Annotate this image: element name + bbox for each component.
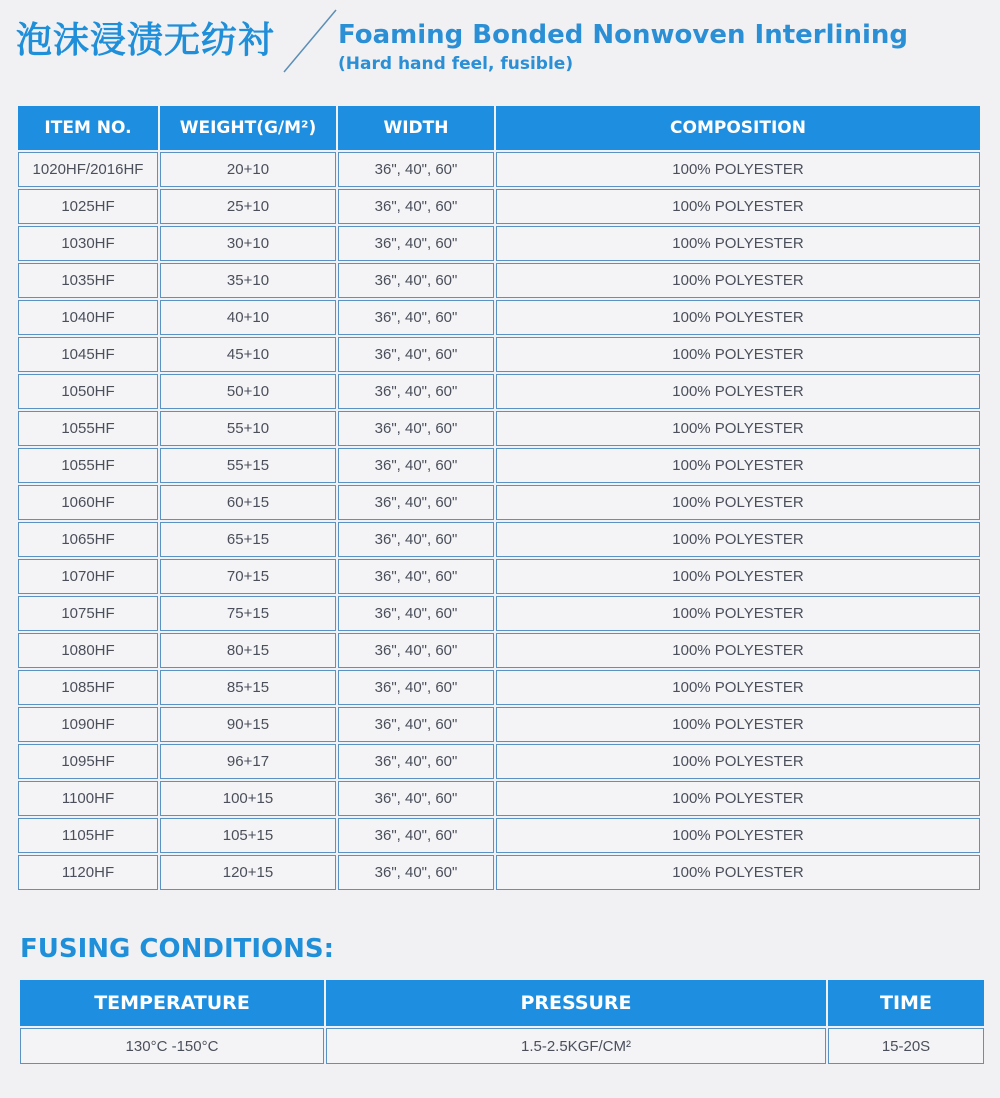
- item-no-cell: 1100HF: [18, 781, 158, 816]
- composition-cell: 100% POLYESTER: [496, 337, 980, 372]
- table-row: [18, 670, 980, 705]
- table-row: [18, 781, 980, 816]
- composition-cell: 100% POLYESTER: [496, 152, 980, 187]
- width-cell: 36", 40", 60": [338, 596, 494, 631]
- width-cell: 36", 40", 60": [338, 300, 494, 335]
- weight-cell: 55+10: [160, 411, 336, 446]
- composition-cell: 100% POLYESTER: [496, 744, 980, 779]
- composition-cell: 100% POLYESTER: [496, 263, 980, 298]
- column-header-composition: COMPOSITION: [496, 106, 980, 150]
- page-subtitle: (Hard hand feel, fusible): [338, 54, 574, 74]
- composition-cell: 100% POLYESTER: [496, 633, 980, 668]
- temperature-value: 130°C -150°C: [20, 1028, 324, 1064]
- table-row: [18, 263, 980, 298]
- composition-cell: 100% POLYESTER: [496, 189, 980, 224]
- width-cell: 36", 40", 60": [338, 374, 494, 409]
- item-no-cell: 1075HF: [18, 596, 158, 631]
- item-no-cell: 1055HF: [18, 448, 158, 483]
- composition-cell: 100% POLYESTER: [496, 670, 980, 705]
- item-no-cell: 1060HF: [18, 485, 158, 520]
- weight-cell: 40+10: [160, 300, 336, 335]
- page-title-chinese: 泡沫浸渍无纺衬: [16, 20, 276, 61]
- weight-cell: 96+17: [160, 744, 336, 779]
- item-no-cell: 1090HF: [18, 707, 158, 742]
- table-row: [18, 559, 980, 594]
- width-cell: 36", 40", 60": [338, 744, 494, 779]
- width-cell: 36", 40", 60": [338, 707, 494, 742]
- item-no-cell: 1085HF: [18, 670, 158, 705]
- time-value: 15-20S: [828, 1028, 984, 1064]
- table-row: [18, 596, 980, 631]
- weight-cell: 70+15: [160, 559, 336, 594]
- item-no-cell: 1120HF: [18, 855, 158, 890]
- table-row: [18, 300, 980, 335]
- fusing-table-header: [20, 980, 984, 1026]
- width-cell: 36", 40", 60": [338, 263, 494, 298]
- item-no-cell: 1040HF: [18, 300, 158, 335]
- weight-cell: 75+15: [160, 596, 336, 631]
- fusing-table: [18, 978, 986, 1066]
- item-no-cell: 1070HF: [18, 559, 158, 594]
- weight-cell: 50+10: [160, 374, 336, 409]
- column-header-time: TIME: [828, 980, 984, 1026]
- table-row: [18, 744, 980, 779]
- table-row: [18, 855, 980, 890]
- weight-cell: 105+15: [160, 818, 336, 853]
- item-no-cell: 1055HF: [18, 411, 158, 446]
- table-row: [18, 411, 980, 446]
- item-no-cell: 1030HF: [18, 226, 158, 261]
- composition-cell: 100% POLYESTER: [496, 485, 980, 520]
- composition-cell: 100% POLYESTER: [496, 818, 980, 853]
- composition-cell: 100% POLYESTER: [496, 559, 980, 594]
- composition-cell: 100% POLYESTER: [496, 300, 980, 335]
- item-no-cell: 1035HF: [18, 263, 158, 298]
- composition-cell: 100% POLYESTER: [496, 596, 980, 631]
- weight-cell: 45+10: [160, 337, 336, 372]
- table-row: [20, 1028, 984, 1064]
- width-cell: 36", 40", 60": [338, 522, 494, 557]
- composition-cell: 100% POLYESTER: [496, 226, 980, 261]
- item-no-cell: 1080HF: [18, 633, 158, 668]
- item-no-cell: 1095HF: [18, 744, 158, 779]
- composition-cell: 100% POLYESTER: [496, 707, 980, 742]
- table-row: [18, 633, 980, 668]
- width-cell: 36", 40", 60": [338, 855, 494, 890]
- table-row: [18, 226, 980, 261]
- composition-cell: 100% POLYESTER: [496, 374, 980, 409]
- composition-cell: 100% POLYESTER: [496, 781, 980, 816]
- width-cell: 36", 40", 60": [338, 189, 494, 224]
- weight-cell: 65+15: [160, 522, 336, 557]
- width-cell: 36", 40", 60": [338, 818, 494, 853]
- width-cell: 36", 40", 60": [338, 226, 494, 261]
- width-cell: 36", 40", 60": [338, 152, 494, 187]
- width-cell: 36", 40", 60": [338, 485, 494, 520]
- width-cell: 36", 40", 60": [338, 670, 494, 705]
- weight-cell: 60+15: [160, 485, 336, 520]
- weight-cell: 100+15: [160, 781, 336, 816]
- width-cell: 36", 40", 60": [338, 633, 494, 668]
- item-no-cell: 1065HF: [18, 522, 158, 557]
- weight-cell: 55+15: [160, 448, 336, 483]
- column-header-item-no: ITEM NO.: [18, 106, 158, 150]
- table-row: [18, 522, 980, 557]
- item-no-cell: 1105HF: [18, 818, 158, 853]
- divider-slash-icon: [280, 6, 340, 76]
- weight-cell: 85+15: [160, 670, 336, 705]
- column-header-pressure: PRESSURE: [326, 980, 826, 1026]
- item-no-cell: 1050HF: [18, 374, 158, 409]
- composition-cell: 100% POLYESTER: [496, 522, 980, 557]
- table-row: [18, 337, 980, 372]
- composition-cell: 100% POLYESTER: [496, 448, 980, 483]
- spec-table: [16, 104, 982, 892]
- table-row: [18, 374, 980, 409]
- weight-cell: 25+10: [160, 189, 336, 224]
- weight-cell: 80+15: [160, 633, 336, 668]
- table-row: [18, 189, 980, 224]
- column-header-weight: WEIGHT(G/M²): [160, 106, 336, 150]
- composition-cell: 100% POLYESTER: [496, 855, 980, 890]
- composition-cell: 100% POLYESTER: [496, 411, 980, 446]
- page-title-english: Foaming Bonded Nonwoven Interlining: [338, 20, 908, 50]
- column-header-temperature: TEMPERATURE: [20, 980, 324, 1026]
- weight-cell: 20+10: [160, 152, 336, 187]
- width-cell: 36", 40", 60": [338, 781, 494, 816]
- item-no-cell: 1025HF: [18, 189, 158, 224]
- fusing-conditions-title: FUSING CONDITIONS:: [20, 934, 335, 964]
- table-row: [18, 707, 980, 742]
- weight-cell: 35+10: [160, 263, 336, 298]
- column-header-width: WIDTH: [338, 106, 494, 150]
- weight-cell: 30+10: [160, 226, 336, 261]
- item-no-cell: 1045HF: [18, 337, 158, 372]
- weight-cell: 120+15: [160, 855, 336, 890]
- item-no-cell: 1020HF/2016HF: [18, 152, 158, 187]
- pressure-value: 1.5-2.5KGF/CM²: [326, 1028, 826, 1064]
- spec-table-header: [18, 106, 980, 150]
- width-cell: 36", 40", 60": [338, 559, 494, 594]
- table-row: [18, 152, 980, 187]
- table-row: [18, 485, 980, 520]
- table-row: [18, 818, 980, 853]
- width-cell: 36", 40", 60": [338, 448, 494, 483]
- width-cell: 36", 40", 60": [338, 337, 494, 372]
- width-cell: 36", 40", 60": [338, 411, 494, 446]
- spec-table-body: [18, 152, 980, 890]
- table-row: [18, 448, 980, 483]
- weight-cell: 90+15: [160, 707, 336, 742]
